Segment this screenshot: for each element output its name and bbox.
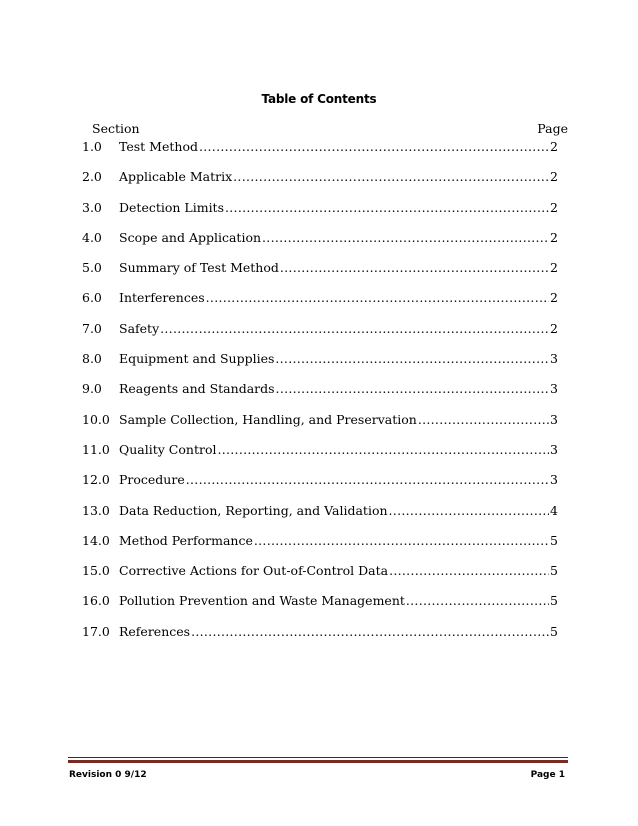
dot-leader [418,412,549,428]
toc-entry-number: 3.0 [82,199,102,215]
toc-entry-number: 1.0 [82,139,102,154]
toc-entry-number: 6.0 [82,290,102,306]
dot-leader [276,381,550,397]
toc-entry-title: Equipment and Supplies [119,351,275,367]
dot-leader [186,472,549,488]
toc-entry-number: 4.0 [82,229,102,245]
toc-entry[interactable] [82,624,558,654]
dot-leader [160,321,549,337]
dot-leader [254,533,549,549]
toc-entry-title: Corrective Actions for Out-of-Control Data [119,563,389,579]
toc-entry[interactable] [82,593,558,623]
dot-leader [225,200,549,216]
toc-entry[interactable] [82,321,558,351]
dot-leader [280,260,549,276]
toc-entry[interactable] [82,412,558,442]
toc-entry-number: 15.0 [82,563,110,579]
dot-leader [191,624,549,640]
section-column-header: Section [92,121,140,136]
page-title: Table of Contents [261,92,377,106]
toc-entry[interactable] [82,230,558,260]
toc-entry-page: 5 [550,593,558,609]
toc-entry-number: 5.0 [82,260,102,276]
toc-entry-page: 2 [550,229,558,245]
toc-entry-number: 17.0 [82,623,110,639]
toc-entry[interactable] [82,200,558,230]
toc-entry-title: Reagents and Standards [119,381,275,397]
toc-entry[interactable] [82,472,558,502]
page-column-header: Page [537,121,568,136]
toc-entry-title: Scope and Application [119,229,262,245]
toc-entry-title: Quality Control [119,441,217,457]
dot-leader [406,593,549,609]
toc-entry-title: Pollution Prevention and Waste Management [119,593,405,609]
toc-entry-number: 10.0 [82,411,110,427]
toc-entry-number: 2.0 [82,169,102,185]
toc-entry[interactable] [82,533,558,563]
toc-entry-page: 3 [550,472,558,488]
dot-leader [206,290,549,306]
dot-leader [389,563,549,579]
toc-entry-title: Sample Collection, Handling, and Preservation [119,411,417,427]
toc-entry-page: 3 [550,441,558,457]
footer-page-number: Page 1 [530,770,565,780]
toc-entry-title: Method Performance [119,532,253,548]
toc-entry[interactable] [82,169,558,199]
toc-entry-title: Detection Limits [119,199,224,215]
toc-entry-page: 2 [550,320,558,336]
toc-entry-number: 14.0 [82,532,110,548]
toc-entry-page: 2 [550,169,558,185]
toc-entry[interactable] [82,381,558,411]
dot-leader [262,230,549,246]
toc-entry-title: Data Reduction, Reporting, and Validation [119,502,388,518]
toc-entry-number: 11.0 [82,441,110,457]
toc-entry[interactable] [82,290,558,320]
toc-entry-title: Applicable Matrix [119,169,233,185]
toc-entry[interactable] [82,503,558,533]
dot-leader [217,442,549,458]
toc-entry-title: Test Method [119,139,198,154]
toc-entry-number: 9.0 [82,381,102,397]
dot-leader [389,503,550,519]
toc-entry-title: Procedure [119,472,185,488]
toc-entry[interactable] [82,139,558,169]
toc-entry[interactable] [82,351,558,381]
footer-rule [68,757,568,763]
dot-leader [199,139,549,155]
toc-entry-title: Interferences [119,290,205,306]
toc-entry-title: Safety [119,320,160,336]
toc-entry-page: 5 [550,563,558,579]
toc-entry[interactable] [82,260,558,290]
toc-entry-page: 2 [550,260,558,276]
dot-leader [233,169,549,185]
toc-entry-number: 7.0 [82,320,102,336]
toc-entry-page: 5 [550,623,558,639]
toc-entry[interactable] [82,442,558,472]
toc-entry-page: 3 [550,381,558,397]
toc-entry-page: 5 [550,532,558,548]
toc-list [82,139,558,654]
toc-entry-page: 2 [550,199,558,215]
footer-revision: Revision 0 9/12 [69,770,147,780]
toc-entry-title: References [119,623,191,639]
toc-entry-title: Summary of Test Method [119,260,279,276]
toc-entry-number: 12.0 [82,472,110,488]
toc-entry-page: 3 [550,411,558,427]
toc-entry-page: 4 [550,502,558,518]
toc-entry-page: 3 [550,351,558,367]
toc-entry-page: 2 [550,290,558,306]
toc-entry-number: 16.0 [82,593,110,609]
toc-entry-number: 8.0 [82,351,102,367]
toc-entry[interactable] [82,563,558,593]
toc-entry-page: 2 [550,139,558,154]
dot-leader [275,351,549,367]
toc-entry-number: 13.0 [82,502,110,518]
